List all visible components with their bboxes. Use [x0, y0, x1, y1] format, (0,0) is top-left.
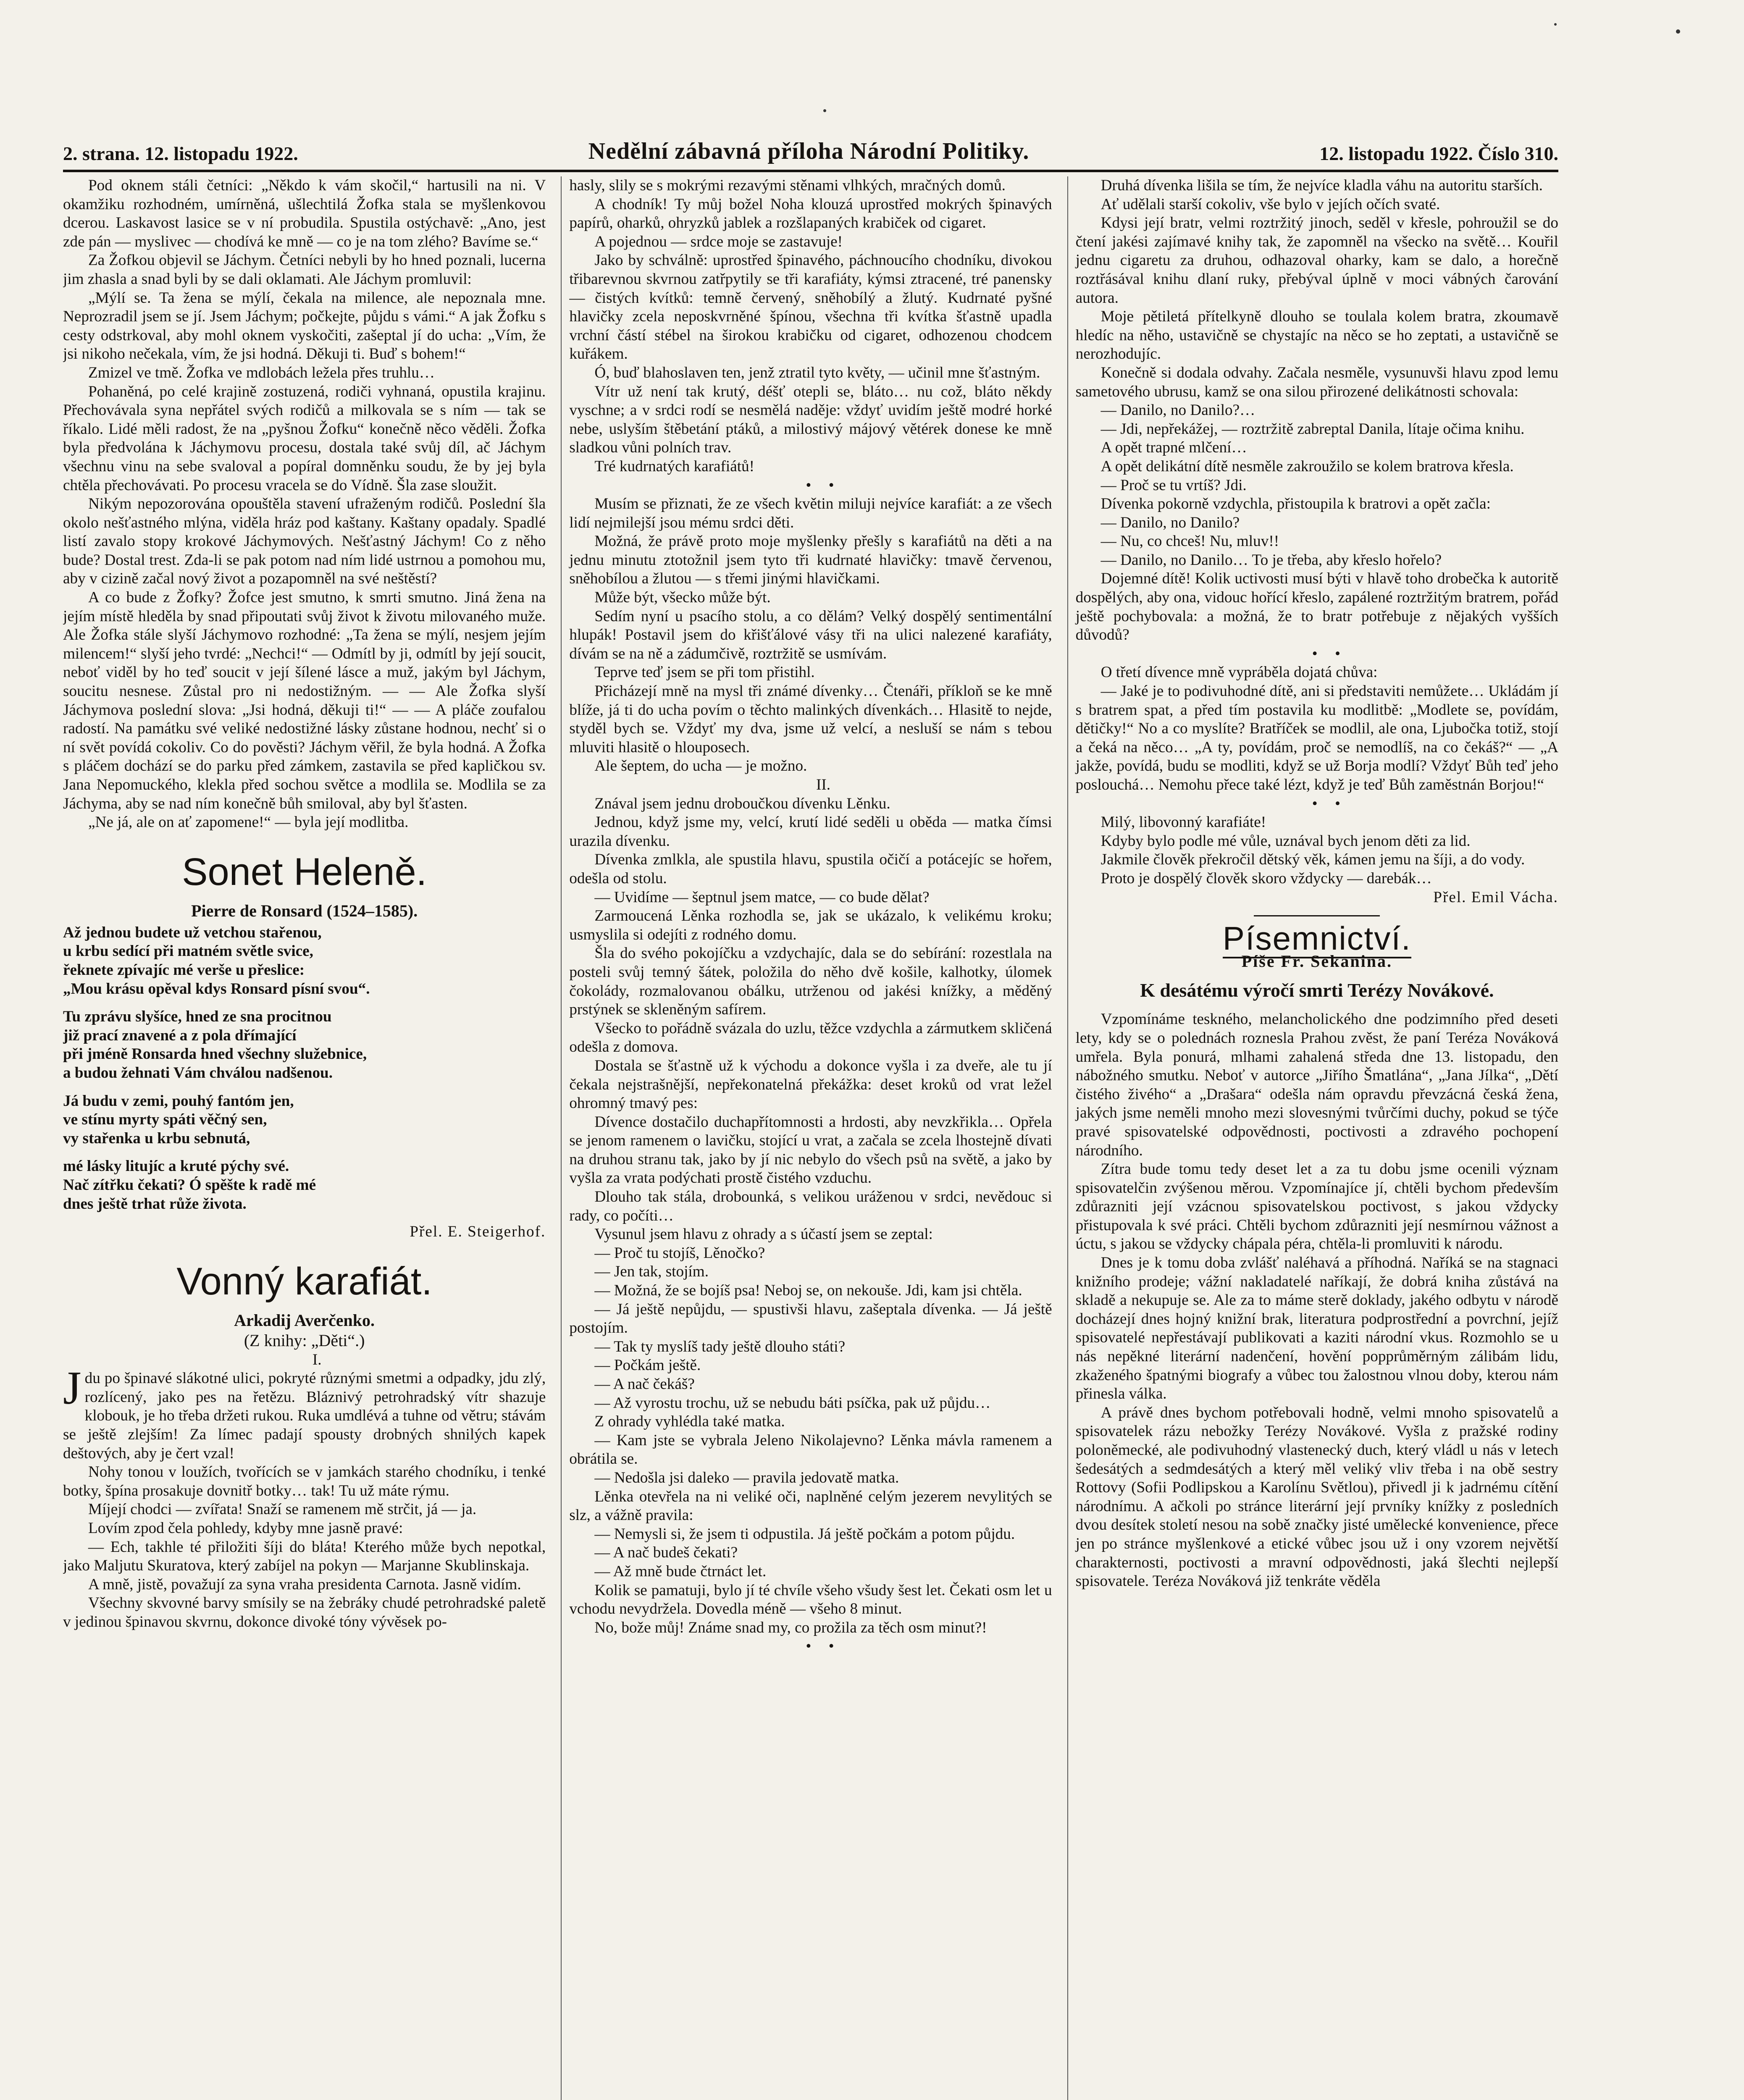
paragraph: Dnes je k tomu doba zvlášť naléhavá a příhodná. Naříká se na stagnaci knižního prodeje; vážní nakladatelé naříkají, že dobrá kniha zůstává na skladě a nekupuje se. Ale za to máme sterě doklady, jakého odbytu v národě docházejí dnes hojný knižní brak, literatura podprostřední a povrchní, jejíž spisovatelé nepřestávají publikovati a kaziti národní vkus. Rozmohlo se u nás nepěkné literární nadenčení, hovění popprůměrným zálibám lidu, zkaženého špatnými biografy a vůbec tou žalostnou vlnou doby, kterou nám přinesla válka. — [1075, 1254, 1558, 1403]
section-number: I. — [312, 1351, 322, 1368]
verse: Až jednou budete už vetchou stařenou, — [63, 924, 322, 941]
paragraph: A co bude z Žofky? Žofce jest smutno, k smrti smutno. Jiná žena na jejím místě hleděla by snad připoutati svůj život k životu milovaného muže. Ale Žofka stále slyší Jáchymovo rozhodné: „Ta žena se mýlí, nesjem jejím milencem!“ slyší jeho tvrdé: „Nechci!“ — Odmítl by ji, odmítl by její soucit, neboť viděl by ho teď soucit v její šílené lásce a muž, jakým byl Jáchym, soucitu nesnese. Zůstal pro ni nedostižným. — — Ale Žofka slyší Jáchymova poslední slova: „Jsi hodná, děkuji ti!“ — — A pláče zoufalou radostí. Na památku své veliké nedostižné lásky zůstane hodnou, nechť si o ní svět povídá cokoliv. Co do pověsti? Jáchym věřil, že byla hodná. A Žofka s pláčem dochází se do parku před zámkem, zastavila se před kapličkou sv. Jana Nepomuckého, klekla před sochou světce a modlila se. Modlila se za Jáchyma, aby se nad ním konečně bůh smiloval, aby byl šťasten. — [63, 589, 546, 812]
paragraph: Moje pětiletá přítelkyně dlouho se toulala kolem bratra, zkoumavě hledíc na něho, ustavičně se chystajíc na něco se ho zeptati, a ustavičně se nerozhodujíc. — [1075, 308, 1558, 363]
section-title-text: Písemnictví. — [1223, 920, 1411, 958]
paragraph: Dlouho tak stála, drobounká, s velikou uráženou v srdci, nevědouc si rady, co počíti… — [569, 1188, 1052, 1224]
paragraph: Ať udělali starší cokoliv, vše bylo v jejích očích svaté. — [1101, 195, 1440, 213]
paragraph: Konečně si dodala odvahy. Začala nesměle, vysunuvši hlavu zpod lemu sametového ubrusu, kamž se ona silou přirozené delikátnosti schovala: — [1075, 364, 1558, 400]
paragraph: Jako by schválně: uprostřed špinavého, páchnoucího chodníku, divokou třibarevnou skvrnou zatřpytily se tři karafiáty, kýmsi ztracené, tré panensky — čistých kvítků: temně červený, sněhobílý a žlutý. Kudrnaté pyšné hlavičky zcela neposkvrněné špínou, všechna tři kvítka šťastně upadla vrchní částí stébel na širokou krabičku od cigaret, odhozenou chodcem kuřákem. — [569, 252, 1052, 363]
stanza — [63, 1008, 546, 1082]
dialogue-line: — Jdi, nepřekážej, — roztržitě zabreptal Danila, lítaje očima knihu. — [1101, 420, 1525, 438]
paragraph: Tré kudrnatých karafiátů! — [594, 457, 755, 475]
paragraph: Jednou, když jsme my, velcí, krutí lidé seděli u oběda — matka čímsi urazila dívenku. — [569, 814, 1052, 850]
dialogue-line: — Možná, že se bojíš psa! Neboj se, on nekouše. Jdi, kam jsi chtěla. — [594, 1282, 1022, 1299]
paragraph: Může být, všecko může být. — [594, 589, 771, 606]
paragraph: Lovím zpod čela pohledy, kdyby mne jasně pravé: — [88, 1520, 403, 1537]
verse: při jméně Ronsarda hned všechny služebnice, — [63, 1045, 367, 1063]
paragraph: No, bože můj! Známe snad my, co prožila za těch osm minut?! — [594, 1619, 987, 1636]
section-divider-stars: • • — [806, 476, 841, 494]
verse: mé lásky litujíc a kruté pýchy své. — [63, 1158, 289, 1175]
newspaper-page — [63, 126, 1558, 2100]
dialogue-line: — Proč tu stojíš, Lěnočko? — [594, 1244, 765, 1262]
paragraph: A chodník! Ty můj božel Noha klouzá uprostřed mokrých špinavých papírů, oharků, ohryzků jablek a rozšlapaných krabiček od cigaret. — [569, 195, 1052, 232]
paragraph: „Mýlí se. Ta žena se mýlí, čekala na milence, ale nepoznala mne. Neprozradil jsem se jí. Jsem Jáchym; počkejte, půjdu s vámi.“ A jak Žofku s cesty odstrkoval, aby mohl oknem vyskočiti, zašeptal jí do ucha: „Vím, že jsi nikoho nečekala, vím, že jsi hodná. Děkuji ti. Buď s bohem!“ — [63, 289, 546, 363]
paragraph: Pohaněná, po celé krajině zostuzená, rodiči vyhnaná, opustila krajinu. Přechovávala syna nepřátel svých rodičů a milkovala se s ním — tak se říkalo. Lidé měli radost, že na „pyšnou Žofku“ konečně něco věděli. Žofka byla předvolána k Jáchymovu procesu, dostala také svůj díl, ač Jáchym všechnu vinu na sebe svaloval a popíral domněnku soudu, že by jej byla chtěla přechovávati. Po procesu vracela se do Vídně. Šla zase sloužit. — [63, 383, 546, 494]
paragraph: Proto je dospělý člověk skoro vždycky — darebák… — [1101, 869, 1432, 887]
dialogue-line: — Proč se tu vrtíš? Jdi. — [1101, 476, 1247, 494]
header-title: Nedělní zábavná příloha Národní Politiky. — [588, 138, 1030, 164]
paragraph: Znával jsem jednu droboučkou dívenku Lěnku. — [594, 795, 890, 812]
stanza — [63, 924, 546, 998]
section-divider-stars: • • — [1312, 645, 1347, 662]
paragraph: Jdu po špinavé slákotné ulici, pokryté různými smetmi a odpadky, jdu zlý, rozlícený, jako pes na řetězu. Bláznivý petrohradský vítr shazuje klobouk, je ho třeba držeti rukou. Ruka umdlévá a tuhne od větru; stávám se ještě zlejším! Za límec padají spousty drobných shnilých kapek deštových, aby je čert vzal! — [63, 1362, 546, 1462]
translator-signature: Přel. E. Steigerhof. — [410, 1223, 546, 1241]
verse: dnes ještě trhat růže života. — [63, 1195, 247, 1213]
paragraph: — Jaké je to podivuhodné dítě, ani si představiti nemůžete… Ukládám jí s bratrem spat, a před tím postavila ku modlitbě: „Modlete se, povídám, dětičky!“ No a co myslíte? Bratříček se modlil, ale ona, Ljubočka totiž, stojí a čeká na něco… „A ty, povídám, proč se nemodlíš, na co čekáš?“ — „A jakže, povídá, budu se modliti, když se už Borja modlí? Vždyť Bůh teď jeho poslouchá… Nemohu přece také lézt, když je teď Bůh zaměstnán Borjou!“ — [1075, 682, 1558, 793]
header-right: 12. listopadu 1922. Číslo 310. — [1319, 143, 1558, 164]
divider — [1254, 915, 1380, 916]
paragraph: A mně, jistě, považují za syna vraha presidenta Carnota. Jasně vidím. — [88, 1575, 521, 1593]
page-header — [63, 126, 1558, 172]
paragraph: Přicházejí mně na mysl tři známé dívenky… Čtenáři, příkloň se ke mně blíže, já ti do ucha povím o těchto malinkých dívenkách… Hlasitě to nejde, styděl bych se. Vždyť my dva, jsme už velcí, a nesluší se nám s tebou mluviti hlasitě o hlouposech. — [569, 682, 1052, 756]
paragraph: A pojednou — srdce moje se zastavuje! — [594, 233, 843, 250]
paragraph: Kdysi její bratr, velmi roztržitý jinoch, seděl v křesle, pohroužil se do čtení jakési zajímavé knihy tak, že zapomněl na všecko na světě… Kouřil jednu cigaretu za druhou, odhazoval oharky, kam se dalo, a horečně roztřásával knihu dlaní ruky, přebýval úplně v moci vábných čarování autora. — [1075, 214, 1558, 307]
verse: vy stařenka u krbu sebnutá, — [63, 1129, 250, 1147]
paragraph: „Ne já, ale on ať zapomene!“ — byla její modlitba. — [88, 814, 409, 831]
paragraph: Možná, že právě proto moje myšlenky přešly s karafiátů na děti a na jednu minutu ztotožnil jsem tyto tři kudrnaté hlavičky: tmavě červenou, sněhobílou a žlutou — s třemi jinými hlavičkami. — [569, 533, 1052, 588]
paragraph: Druhá dívenka lišila se tím, že nejvíce kladla váhu na autoritu starších. — [1101, 177, 1543, 194]
dialogue-line: — Jen tak, stojím. — [594, 1263, 709, 1281]
dialogue-line: — Kam jste se vybrala Jeleno Nikolajevno? Lěnka mávla ramenem a obrátila se. — [569, 1431, 1052, 1468]
paragraph: Dívence dostačilo duchapřítomnosti a hrdosti, aby nevzkřikla… Opřela se jenom ramenem o lavičku, stojící u vrat, a začala se zcela lhostejně dívati na druhou stranu tak, jako by jí nic nebylo do všech psů na světě, a jako by vyšla za vrata podýchati prostě čistého vzduchu. — [569, 1113, 1052, 1187]
paragraph: hasly, slily se s mokrými rezavými stěnami vlhkých, mračných domů. — [569, 177, 1006, 194]
paragraph: Vzpomínáme teskného, melancholického dne podzimního před deseti lety, kdy se o polednách roznesla Prahou zvěst, že paní Teréza Nováková umřela. Byla ponurá, mlhami zahalená středa dne 13. listopadu, den nábožného smutku. Neboť v autorce „Jiřího Šmatlána“, „Jana Jílka“, „Dětí čistého živého“ a „Drašara“ odešla nám opravdu převzácná česká žena, jakých jsme neměli mnoho mezi slovesnými tvůrčími duchy, pokud se týče pravé spisovatelské odpovědnosti, poctivosti a zdravého pochopení národního. — [1075, 1011, 1558, 1159]
section-author: Píše Fr. Sekanina. — [1241, 951, 1392, 971]
paragraph: A právě dnes bychom potřebovali hodně, velmi mnoho spisovatelů a spisovatelek rázu nebožky Terézy Novákové. Vyšla z pražské rodiny poloněmecké, ale podivuhodný vlastenecký duch, který vládl u nás v letech šedesátých a sedmdesátých a který měl veliký vliv třeba i na obě sestry Rottovy (Sofii Podlipskou a Karolínu Světlou), přivedl ji k jadrnému cítění národnímu. A ačkoli po stránce literární její prvníky knížky z posledních dvou desítek století nesou na sobě značky jisté umělecké konvenience, přece jen po stránce myšlenkové a etické vůbec jsou už i ony vzorem největší charakternosti, poctivosti a mravní odpovědnosti, jaká šlechti nejlepší spisovatele. Teréza Nováková již tenkráte věděla — [1075, 1404, 1558, 1590]
paragraph: — Ech, takhle té přiložiti šíji do bláta! Kterého může bych nepotkal, jako Maljutu Skuratova, který zabíjel na pokyn — Marjanne Skublinskaja. — [63, 1538, 546, 1575]
paragraph: Zítra bude tomu tedy deset let a za tu dobu jsme ocenili význam spisovatelčin zvýšenou měrou. Vzpomínajíce jí, chtěli bychom především zdůrazniti její vzácnou spisovatelskou poctivost, s jakou vždycky přistupovala k své práci. Chtěli bychom zdůrazniti její nesmírnou vážnost a úctu, s jakou se vždycky chápala péra, chtěla-li promluviti k národu. — [1075, 1160, 1558, 1253]
dialogue-line: — A nač budeš čekati? — [594, 1544, 738, 1562]
paragraph: Vysunul jsem hlavu z ohrady a s účastí jsem se zeptal: — [594, 1226, 933, 1243]
verse: řeknete zpívajíc mé verše u přeslice: — [63, 961, 305, 979]
verse: a budou žehnati Vám chválou nadšenou. — [63, 1064, 333, 1082]
verse: „Mou krásu opěval kdys Ronsard písní svou“. — [63, 980, 370, 998]
dialogue-line: — Danilo, no Danilo?… — [1101, 402, 1255, 419]
paragraph: Všechny skvovné barvy smísily se na žebráky chudé petrohradské paletě v jedinou špinavou skvrnu, dokonce divoké tóny vývěsek po- — [63, 1594, 546, 1630]
scan-speck — [823, 109, 826, 112]
paragraph: Všecko to pořádně svázala do uzlu, těžce vzdychla a zármutkem skličená odešla z domova. — [569, 1019, 1052, 1056]
dialogue-line: — Nemysli si, že jsem ti odpustila. Já ještě počkám a potom půjdu. — [594, 1525, 1015, 1543]
stanza — [63, 1092, 546, 1148]
paragraph: Musím se přiznati, že ze všech květin miluji nejvíce karafiát: a ze všech lidí nejmilejší jsou mému srdci děti. — [569, 495, 1052, 531]
sonet-title: Sonet Heleně. — [182, 850, 427, 893]
dialogue-line: — A nač čekáš? — [594, 1376, 695, 1393]
paragraph: Ale šeptem, do ucha — je možno. — [594, 757, 807, 775]
column-3 — [1067, 176, 1558, 2100]
sonet-poem — [63, 924, 546, 1213]
section-number: II. — [816, 776, 831, 793]
article-title: K desátému výročí smrti Terézy Novákové. — [1140, 979, 1494, 1001]
paragraph: Sedím nyní u psacího stolu, a co dělám? Velký dospělý sentimentální hlupák! Postavil jsem do křišťálové vásy tři na ulici nalezené karafiáty, dívám se na ně a zádumčivě, roztržitě se usmívám. — [569, 607, 1052, 662]
columns — [63, 176, 1558, 2100]
paragraph: Šla do svého pokojíčku a vzdychajíc, dala se do sebírání: rozestlala na posteli svůj temný šátek, položila do něho dvě košile, kalhotky, úlomek čokolády, rozmalovanou obálku, utrženou od jakési knížky, a měděný prstýnek se skleněným safírem. — [569, 945, 1052, 1018]
paragraph: Vítr už není tak krutý, déšť otepli se, bláto… nu což, bláto někdy vyschne; a v srdci rodí se nesmělá naděje: vždyť uvidím ještě modré horké nebe, uslyším štěbetání ptáků, a milostivý májový větérek donese ke mně sladkou vůni polních trav. — [569, 383, 1052, 457]
verse: Nač zítřku čekati? Ó spěšte k radě mé — [63, 1176, 316, 1194]
dialogue-line: — Danilo, no Danilo… To je třeba, aby křeslo hořelo? — [1101, 551, 1442, 569]
paragraph: Kdyby bylo podle mé vůle, uznával bych jenom děti za lid. — [1101, 832, 1471, 850]
paragraph: Za Žofkou objevil se Jáchym. Četníci nebyli by ho hned poznali, lucerna jim zhasla a snad byli by se dali oklamati. Ale Jáchym promluvil: — [63, 252, 546, 288]
section-divider-stars: • • — [1312, 795, 1347, 812]
verse: ve stínu myrty spáti věčný sen, — [63, 1111, 267, 1129]
dialogue-line: — Tak ty myslíš tady ještě dlouho státi? — [594, 1338, 846, 1355]
section-divider-stars: • • — [806, 1638, 841, 1655]
translator-signature: Přel. Emil Vácha. — [1433, 888, 1558, 906]
paragraph: Dojemné dítě! Kolik uctivosti musí býti v hlavě toho drobečka k autoritě dospělých, aby ona, vidouc hořící křeslo, zapálené roztržitým bratrem, pořád ještě pochybovala: a možná, že to bratr potřebuje z nějakých vyšších důvodů? — [1075, 570, 1558, 644]
dialogue-line: — Až mně bude čtrnáct let. — [594, 1562, 767, 1580]
paragraph: Kolik se pamatuji, bylo jí té chvíle všeho všudy šest let. Čekati osm let u vchodu nevydržela. Dovedla méně — všeho 8 minut. — [569, 1581, 1052, 1618]
column-2 — [561, 176, 1052, 2100]
dialogue-line: — Danilo, no Danilo? — [1101, 514, 1240, 531]
stanza — [63, 1157, 546, 1213]
paragraph: Dívenka zmlkla, ale spustila hlavu, spustila očičí a potácejíc se hořem, odešla od stolu. — [569, 851, 1052, 887]
paragraph: Ó, buď blahoslaven ten, jenž ztratil tyto květy, — učinil mne šťastným. — [594, 364, 1040, 381]
header-left: 2. strana. 12. listopadu 1922. — [63, 143, 298, 164]
paragraph: Pod oknem stáli četníci: „Někdo k vám skočil,“ hartusili na ni. V okamžiku rozhodném, umírněná, ušlechtilá Žofka stala se myšlenkovou dcerou. Laskavost lasice se v ní probudila. Spustila ostýchavě: „Ano, jest zde pán — myslivec — chodívá ke mně — co je na tom zlého? Bavíme se.“ — [63, 177, 546, 250]
dialogue-line: — Nedošla jsi daleko — pravila jedovatě matka. — [594, 1469, 899, 1486]
paragraph: Nikým nepozorována opouštěla stavení ufraženým rodičů. Poslední šla okolo nešťastného mlýna, viděla hráz pod kaštany. Kaštany opadaly. Spadlé listí zavalo stopy krokové Jáchymových. Nešťastný Jáchym! Co z něho bude? Dostal trest. Zda-li se pak potom nad ním lidé ustrnou a pomohou mu, aby v cizině začal nový život a pozapomněl na své neštěstí? — [63, 495, 546, 588]
vonny-title: Vonný karafiát. — [176, 1260, 432, 1303]
dialogue-line: — Až vyrostu trochu, už se nebudu báti psíčka, pak už půjdu… — [594, 1394, 991, 1412]
paragraph: Z ohrady vyhlédla také matka. — [594, 1413, 785, 1431]
sonet-author: Pierre de Ronsard (1524–1585). — [191, 901, 418, 920]
section-title-pisemnictvi — [1076, 920, 1558, 957]
verse: Tu zprávu slyšíce, hned ze sna procitnou — [63, 1008, 332, 1026]
vonny-source: (Z knihy: „Děti“.) — [244, 1331, 365, 1350]
column-1 — [63, 176, 546, 2100]
verse: Já budu v zemi, pouhý fantóm jen, — [63, 1092, 294, 1110]
dialogue-line: — Počkám ještě. — [594, 1357, 701, 1374]
vonny-author: Arkadij Averčenko. — [234, 1310, 375, 1330]
paragraph: — Uvidíme — šeptnul jsem matce, — co bude dělat? — [594, 888, 930, 906]
paragraph: Milý, libovonný karafiáte! — [1101, 814, 1266, 831]
paragraph: Míjejí chodci — zvířata! Snaží se ramenem mě strčit, já — ja. — [88, 1501, 477, 1518]
dialogue-line: — Já ještě nepůjdu, — spustivši hlavu, zašeptala dívenka. — Já ještě postojím. — [569, 1300, 1052, 1337]
scan-speck — [1676, 29, 1680, 34]
paragraph: Teprve teď jsem se při tom přistihl. — [594, 664, 815, 681]
paragraph: A opět delikátní dítě nesměle zakroužilo se kolem bratrova křesla. — [1101, 457, 1514, 475]
paragraph: Lěnka otevřela na ni veliké oči, naplněné celým jezerem nevylitých se slz, a vážně pravila: — [569, 1488, 1052, 1524]
paragraph: Nohy tonou v loužích, tvořících se v jamkách starého chodníku, i tenké botky, špína prosakuje dovnitř botky… tak! Tu už máte rýmu. — [63, 1463, 546, 1499]
verse: již prací znavené a z pola dřímající — [63, 1026, 297, 1044]
dialogue-line: — Nu, co chceš! Nu, mluv!! — [1101, 533, 1279, 550]
paragraph: O třetí dívence mně vypráběla dojatá chůva: — [1101, 664, 1378, 681]
paragraph: A opět trapné mlčení… — [1101, 439, 1247, 457]
paragraph: Jakmile člověk překročil dětský věk, kámen jemu na šíji, a do vody. — [1101, 851, 1525, 869]
paragraph: Zmizel ve tmě. Žofka ve mdlobách ležela přes truhlu… — [88, 364, 435, 381]
scan-speck — [1554, 23, 1557, 26]
paragraph: Dostala se šťastně už k východu a dokonce vyšla i za dveře, ale tu jí čekala nejstrašnější, nepřekonatelná překážka: deset kroků od vrat ležel ohromný tmavý pes: — [569, 1057, 1052, 1112]
verse: u krbu sedící při matném světle svice, — [63, 942, 313, 960]
paragraph: Dívenka pokorně vzdychla, přistoupila k bratrovi a opět začla: — [1101, 495, 1491, 513]
paragraph: Zarmoucená Lěnka rozhodla se, jak se ukázalo, k velikému kroku; usmyslila si odejíti z rodného domu. — [569, 907, 1052, 943]
